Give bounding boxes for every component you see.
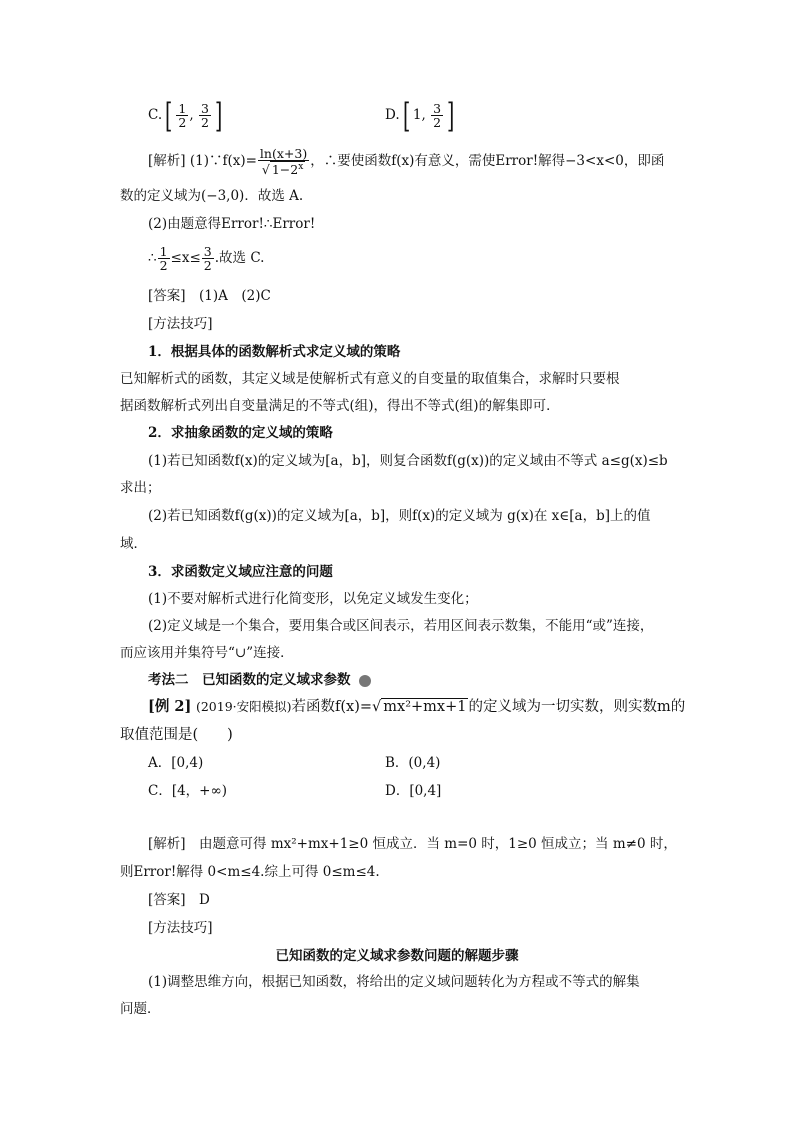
fraction: $\frac{3}{2}$ [203,244,212,273]
method1-heading1: 1．根据具体的函数解析式求定义域的策略 [148,344,401,360]
method1-p2b: 求出； [120,480,161,496]
method1-p3b: (2)定义域是一个集合，要用集合或区间表示，若用区间表示数集，不能用“或”连接， [148,618,654,634]
right-bracket: ] [447,95,455,136]
fraction: $\frac{1}{2}$ [159,244,168,273]
example2-option-a: A．[0,4) [148,755,204,771]
fraction: $\frac{3}{2}$ [200,101,209,130]
example-source: (2019·安阳模拟) [195,699,292,714]
method1-p2a: (1)若已知函数f(x)的定义域为[a，b]，则复合函数f(g(x))的定义域由不等式 a≤g(x)≤b [148,453,668,469]
method1-p3c: 而应该用并集符号“∪”连接． [120,645,294,661]
method1-p3a: (1)不要对解析式进行化简变形，以免定义域发生变化； [148,591,478,607]
method1-p2d: 域． [120,536,147,552]
solution1-line4: ∴ $\frac{1}{2}$ ≤x≤ $\frac{3}{2}$ .故选 C. [148,244,265,273]
solution1-line2: 数的定义域为(−3,0)．故选 A. [120,188,304,204]
circle-marker-icon [359,675,371,687]
answer2: [答案] D [148,892,210,908]
option-d-label: D. [385,107,400,123]
fraction: $\frac{3}{2}$ [433,101,442,130]
left-bracket: [ [165,95,173,136]
method2-tag: [方法技巧] [148,920,213,936]
method2-p1a: (1)调整思维方向，根据已知函数，将给出的定义域问题转化为方程或不等式的解集 [148,974,640,990]
method2-title: 已知函数的定义域求参数问题的解题步骤 [275,948,519,964]
method1-heading2: 2．求抽象函数的定义域的策略 [148,425,333,441]
option-d: D.[ 1, $\frac{3}{2}$ ] [385,95,455,136]
solution1-line1: [解析] (1)∵f(x)= $\frac{\ln(x+3)}{√ 1-2^x}$ ，∴要使函数f(x)有意义，需使Error!解得−3<x<0，即函 [148,145,665,178]
example2-option-b: B．(0,4) [385,755,441,771]
method2-p1b: 问题． [120,1001,161,1017]
example2-option-d: D．[0,4] [385,783,442,799]
method1-p1a: 已知解析式的函数，其定义域是使解析式有意义的自变量的取值集合，求解时只要根 [120,371,620,387]
solution1-line3: (2)由题意得Error!∴Error! [148,216,316,232]
solution2-line1: [解析] 由题意可得 mx²+mx+1≥0 恒成立．当 m=0 时，1≥0 恒成立；当 m≠0 时， [148,836,677,852]
option-c-label: C. [148,107,163,123]
fraction: $\frac{1}{2}$ [178,101,187,130]
fraction: $\frac{\ln(x+3)}{√ 1-2^x}$ [259,145,308,178]
option-c: C.[ $\frac{1}{2}$ , $\frac{3}{2}$ ] [148,95,223,136]
answer1: [答案] (1)A (2)C [148,288,271,304]
method1-heading3: 3．求函数定义域应注意的问题 [148,564,333,580]
method1-p2c: (2)若已知函数f(g(x))的定义域为[a，b]，则f(x)的定义域为 g(x)在 x∈[a，b]上的值 [148,508,651,524]
example2-stem-line2: 取值范围是( ) [120,727,233,743]
example2-option-c: C．[4，+∞) [148,783,228,799]
method1-p1b: 据函数解析式列出自变量满足的不等式(组)，得出不等式(组)的解集即可． [120,398,560,414]
left-bracket: [ [402,95,410,136]
section2-title: 考法二 已知函数的定义域求参数 [148,670,371,690]
example2-stem: [例 2] (2019·安阳模拟)若函数f(x)=√ mx²+mx+1 的定义域为一切实数，则实数m的 [148,698,686,715]
right-bracket: ] [214,95,223,136]
analysis-tag: [解析] [148,153,186,169]
method1-tag: [方法技巧] [148,316,213,332]
example-tag: [例 2] [148,698,192,715]
solution2-line2: 则Error!解得 0<m≤4.综上可得 0≤m≤4. [120,864,380,880]
